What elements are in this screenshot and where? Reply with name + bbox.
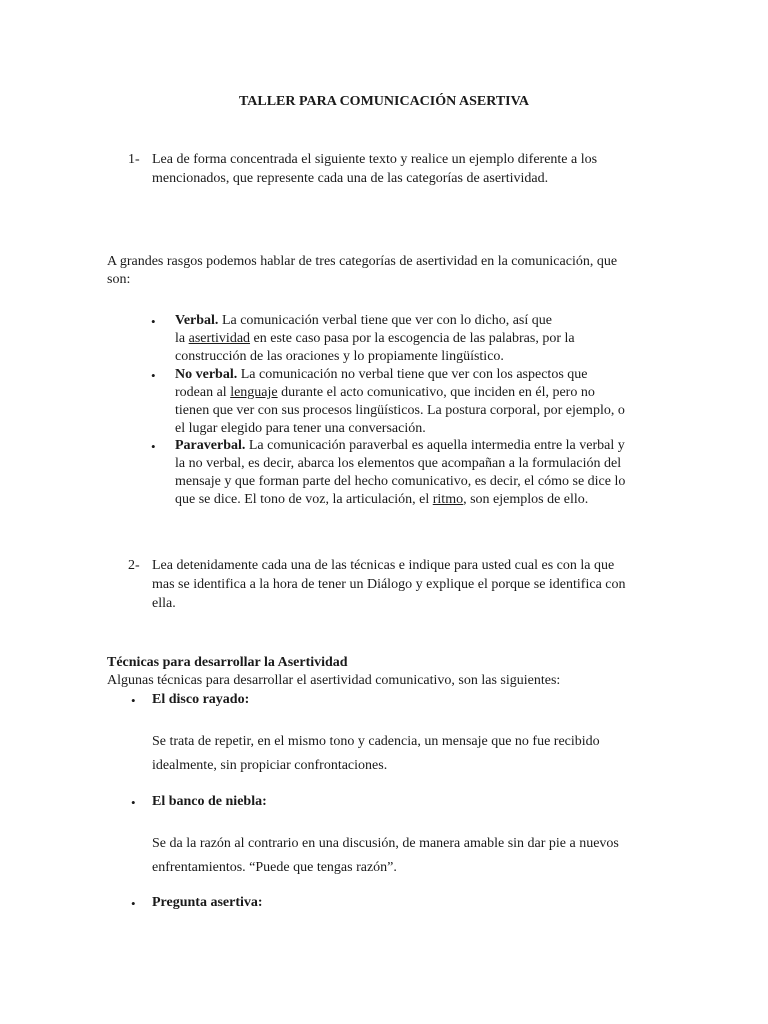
techniques-intro: Algunas técnicas para desarrollar el asertividad comunicativo, son las siguientes:: [107, 673, 561, 688]
bullet-paraverbal: •: [151, 439, 156, 454]
category-paraverbal-line-2: la no verbal, es decir, abarca los elementos que acompañan a la formulación del: [175, 456, 622, 471]
lenguaje-link[interactable]: lenguaje: [230, 385, 278, 400]
asertividad-link[interactable]: asertividad: [188, 331, 251, 346]
category-paraverbal-line-1: Paraverbal. La comunicación paraverbal es aquella intermedia entre la verbal y: [175, 438, 625, 453]
category-verbal-term: Verbal.: [175, 313, 219, 328]
technique-disco-line-2: idealmente, sin propiciar confrontaciones.: [152, 758, 388, 773]
bullet-verbal: •: [151, 314, 156, 329]
page-title: TALLER PARA COMUNICACIÓN ASERTIVA: [238, 94, 530, 109]
techniques-heading: Técnicas para desarrollar la Asertividad: [107, 655, 348, 670]
technique-disco-line-1: Se trata de repetir, en el mismo tono y cadencia, un mensaje que no fue recibido: [152, 734, 600, 749]
question-2-line-1: Lea detenidamente cada una de las técnicas e indique para usted cual es con la que: [152, 558, 615, 573]
technique-disco-name: El disco rayado:: [152, 692, 250, 707]
question-2-number: 2-: [128, 558, 140, 573]
technique-pregunta-name: Pregunta asertiva:: [152, 895, 263, 910]
category-paraverbal-term: Paraverbal.: [175, 438, 246, 453]
bullet-pregunta: •: [131, 896, 136, 911]
category-noverbal-term: No verbal.: [175, 367, 238, 382]
intro-line-1: A grandes rasgos podemos hablar de tres categorías de asertividad en la comunicación, que: [107, 254, 618, 269]
technique-niebla-line-2: enfrentamientos. “Puede que tengas razón”.: [152, 860, 397, 875]
bullet-noverbal: •: [151, 368, 156, 383]
question-1-line-2: mencionados, que represente cada una de las categorías de asertividad.: [152, 171, 549, 186]
technique-niebla-name: El banco de niebla:: [152, 794, 267, 809]
intro-line-2: son:: [107, 272, 131, 287]
category-verbal-line-2: la asertividad en este caso pasa por la escogencia de las palabras, por la: [175, 331, 575, 346]
category-noverbal-line-4: el lugar elegido para tener una conversación.: [175, 421, 426, 436]
category-paraverbal-line-3: mensaje y que forman parte del hecho comunicativo, es decir, el cómo se dice lo: [175, 474, 626, 489]
category-noverbal-line-3: tienen que ver con sus procesos lingüísticos. La postura corporal, por ejemplo, o: [175, 403, 625, 418]
category-noverbal-line-2: rodean al lenguaje durante el acto comunicativo, que inciden en él, pero no: [175, 385, 595, 400]
question-1-number: 1-: [128, 152, 140, 167]
technique-niebla-line-1: Se da la razón al contrario en una discusión, de manera amable sin dar pie a nuevos: [152, 836, 619, 851]
question-1-line-1: Lea de forma concentrada el siguiente texto y realice un ejemplo diferente a los: [152, 152, 598, 167]
category-verbal-line-1: Verbal. La comunicación verbal tiene que ver con lo dicho, así que: [175, 313, 552, 328]
category-noverbal-line-1: No verbal. La comunicación no verbal tiene que ver con los aspectos que: [175, 367, 588, 382]
bullet-disco: •: [131, 693, 136, 708]
category-paraverbal-line-4: que se dice. El tono de voz, la articulación, el ritmo, son ejemplos de ello.: [175, 492, 589, 507]
bullet-niebla: •: [131, 795, 136, 810]
category-verbal-line-3: construcción de las oraciones y lo propiamente lingüístico.: [175, 349, 504, 364]
ritmo-link[interactable]: ritmo: [432, 492, 464, 507]
question-2-line-2: mas se identifica a la hora de tener un Diálogo y explique el porque se identifica con: [152, 577, 626, 592]
question-2-line-3: ella.: [152, 596, 176, 611]
